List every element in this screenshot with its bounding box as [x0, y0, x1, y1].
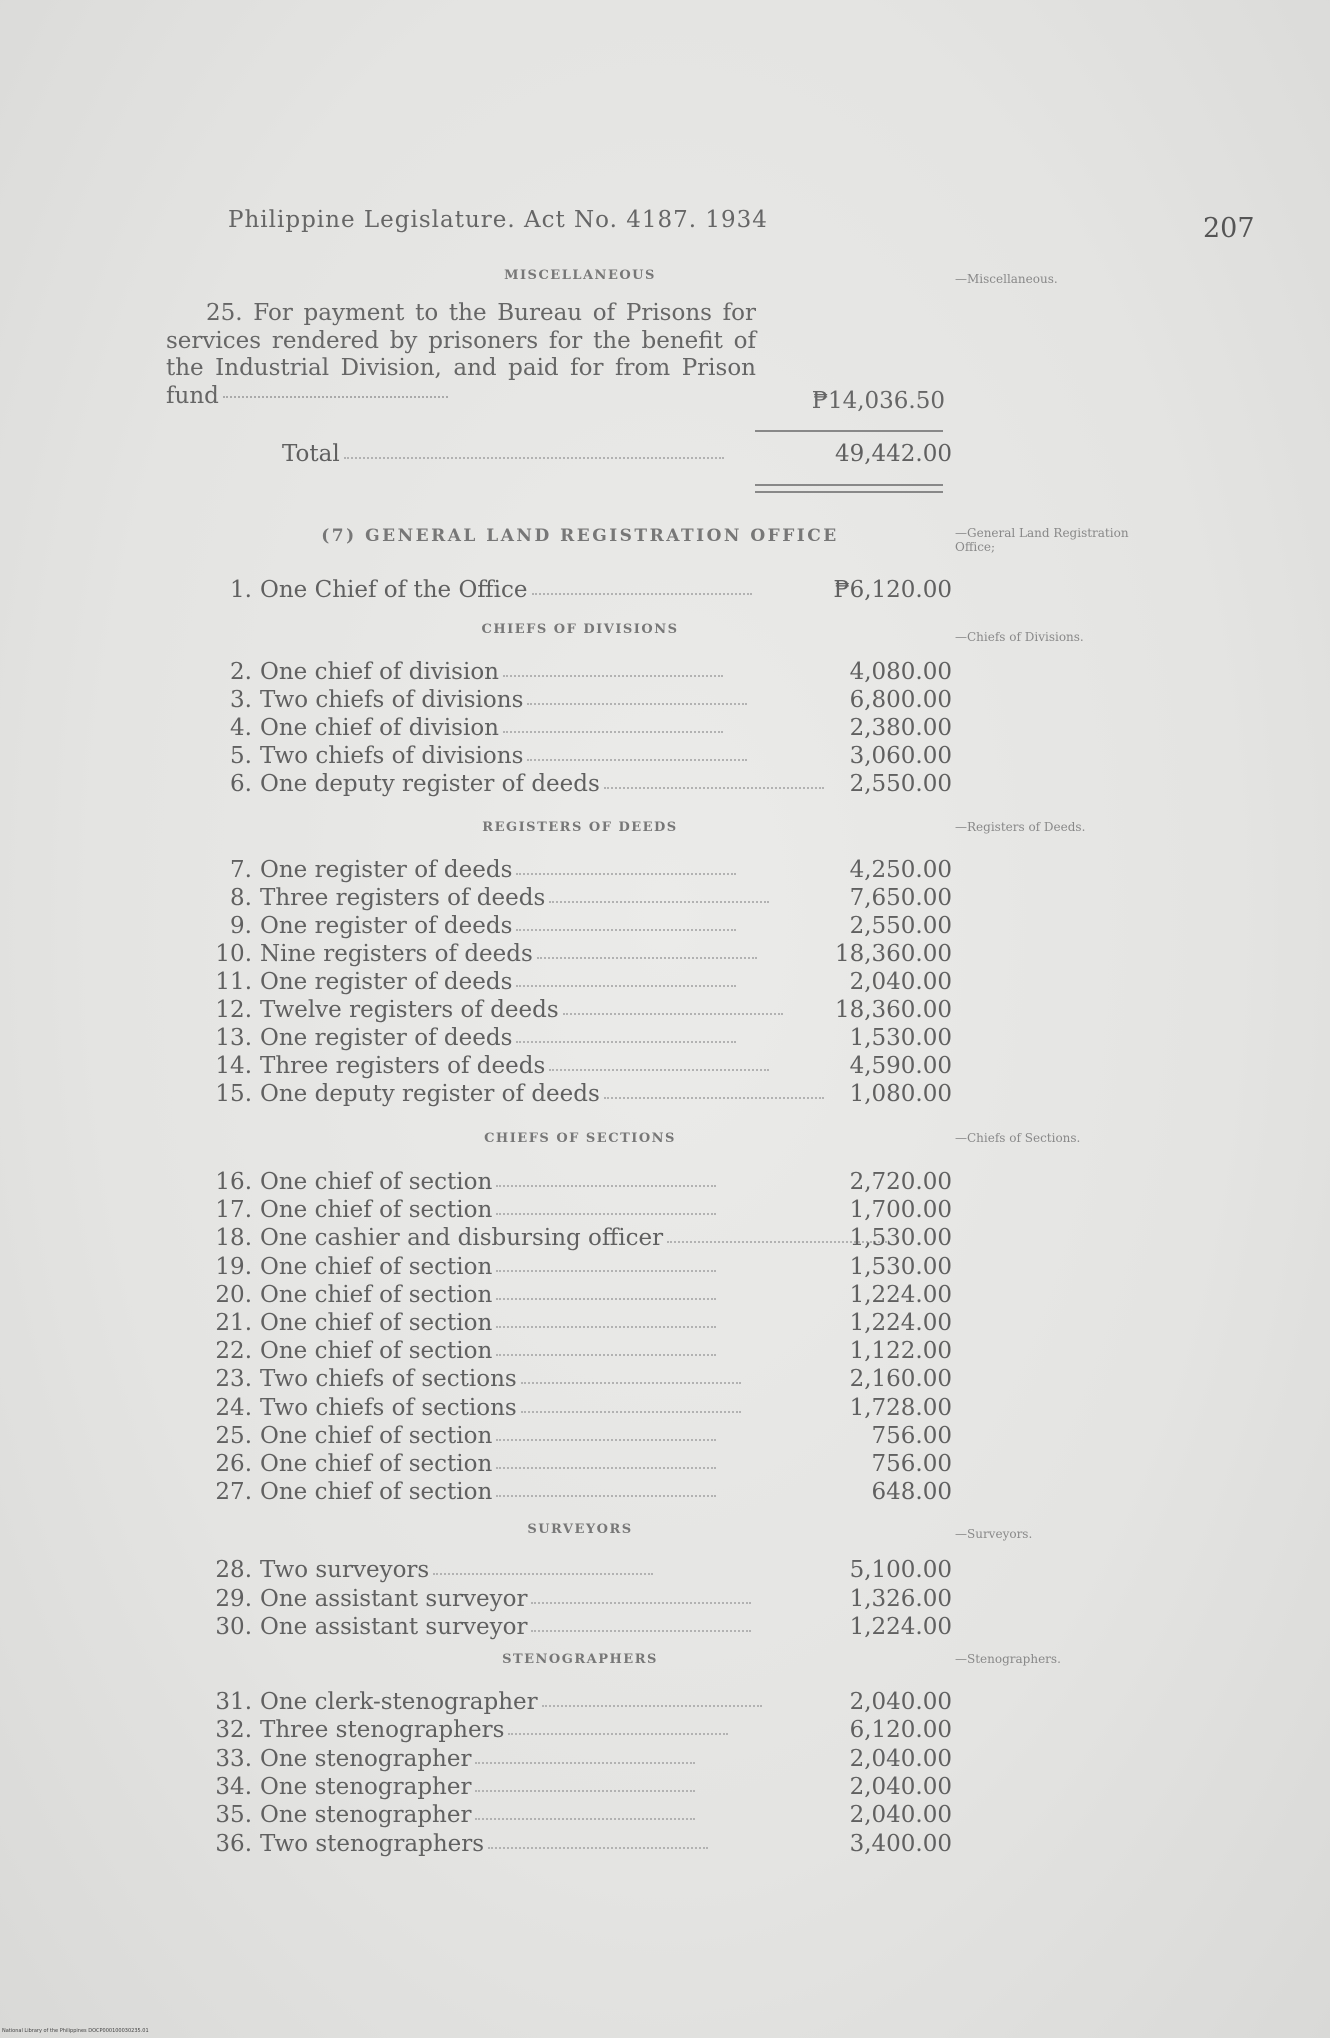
line-item: [200, 1716, 952, 1744]
item-number: 16.: [215, 1169, 252, 1195]
item-number: 1.: [230, 577, 252, 603]
line-item: [200, 1080, 952, 1108]
item-description: Three stenographers: [260, 1717, 505, 1744]
item-amount: 2,040.00: [849, 1745, 952, 1772]
item-number: 28.: [215, 1557, 252, 1583]
item-25-text: 25. For payment to the Bureau of Prisons for services rendered by prisoners for the benefit of the Industrial Division, and paid for from Prison fund: [166, 300, 756, 409]
line-item: [200, 658, 952, 686]
item-number: 30.: [215, 1614, 252, 1640]
item-description: One stenographer: [260, 1773, 472, 1800]
leader-dots: [516, 1041, 736, 1043]
margin-note-miscellaneous: —Miscellaneous.: [955, 272, 1058, 286]
item-description: One deputy register of deeds: [260, 771, 600, 797]
line-item: [200, 1801, 952, 1829]
line-item: [200, 1585, 952, 1613]
item-amount: 1,326.00: [849, 1585, 952, 1612]
section-heading-office: (7) GENERAL LAND REGISTRATION OFFICE: [321, 526, 839, 546]
item-number: 34.: [215, 1773, 252, 1800]
item-amount: 1,700.00: [849, 1197, 952, 1224]
leader-dots: [516, 985, 736, 987]
item-amount: ₱6,120.00: [833, 577, 952, 603]
leader-dots: [527, 759, 747, 761]
item-number: 25.: [215, 1422, 252, 1449]
line-item: [200, 884, 952, 912]
item-description: One chief of section: [260, 1310, 493, 1336]
item-description: Two chiefs of sections: [260, 1394, 517, 1421]
line-item: [200, 576, 952, 604]
leader-dots: [475, 1818, 695, 1820]
item-description: Three registers of deeds: [260, 885, 546, 911]
line-item: [200, 912, 952, 940]
item-description: One deputy register of deeds: [260, 1081, 600, 1107]
line-item: [200, 1422, 952, 1450]
item-description: One clerk-stenographer: [260, 1689, 538, 1715]
item-description: One chief of section: [260, 1169, 493, 1195]
item-amount: 2,040.00: [849, 969, 952, 995]
margin-note-registers: —Registers of Deeds.: [955, 820, 1086, 834]
total-amount: 49,442.00: [834, 441, 952, 467]
line-item: [200, 1337, 952, 1365]
leader-dots: [488, 1847, 708, 1849]
item-amount: 6,120.00: [849, 1717, 952, 1744]
item-number: 35.: [215, 1802, 252, 1829]
leader-dots: [503, 731, 723, 733]
item-description: One register of deeds: [260, 1025, 513, 1051]
item-number: 33.: [215, 1745, 252, 1772]
total-row: [282, 440, 952, 468]
leader-dots: [503, 675, 723, 677]
leader-dots: [496, 1439, 716, 1441]
line-item: [200, 1745, 952, 1773]
line-item: [200, 714, 952, 742]
item-amount: 1,224.00: [849, 1281, 952, 1308]
line-item: [200, 686, 952, 714]
leader-dots: [521, 1382, 741, 1384]
item-description: One chief of section: [260, 1253, 493, 1280]
item-number: 31.: [215, 1689, 252, 1715]
section-heading-miscellaneous: MISCELLANEOUS: [504, 268, 656, 283]
item-description: One assistant surveyor: [260, 1614, 528, 1640]
item-description: One chief of division: [260, 659, 499, 685]
item-number: 7.: [230, 857, 252, 883]
margin-note-chiefs-sections: —Chiefs of Sections.: [955, 1131, 1081, 1145]
item-amount: 4,080.00: [849, 659, 952, 685]
item-description: One chief of division: [260, 715, 499, 741]
item-description: Two stenographers: [260, 1830, 485, 1857]
line-item: [200, 1556, 952, 1584]
item-number: 26.: [215, 1451, 252, 1477]
line-item: [200, 742, 952, 770]
item-description: Three registers of deeds: [260, 1053, 546, 1079]
item-description: Two chiefs of sections: [260, 1366, 517, 1393]
item-amount: 1,728.00: [849, 1394, 952, 1421]
running-head: Philippine Legislature. Act No. 4187. 1934: [228, 207, 768, 233]
leader-dots: [496, 1495, 716, 1497]
subtotal-rule: [755, 430, 943, 432]
leader-dots: [531, 1602, 751, 1604]
line-item: [200, 1830, 952, 1858]
item-description: Nine registers of deeds: [260, 941, 533, 967]
section-heading-surveyors: SURVEYORS: [527, 1522, 633, 1537]
item-number: 21.: [215, 1310, 252, 1336]
leader-dots: [516, 873, 736, 875]
leader-dots: [496, 1298, 716, 1300]
leader-dots: [496, 1354, 716, 1356]
line-item: [200, 856, 952, 884]
item-description: One Chief of the Office: [260, 577, 528, 603]
leader-dots: [531, 1630, 751, 1632]
leader-dots: [542, 1705, 762, 1707]
item-number: 5.: [230, 743, 252, 769]
item-amount: 2,550.00: [849, 913, 952, 939]
leader-dots: [496, 1185, 716, 1187]
item-amount: 756.00: [871, 1451, 952, 1477]
item-number: 3.: [230, 687, 252, 713]
item-number: 27.: [215, 1479, 252, 1506]
line-item: [200, 1773, 952, 1801]
total-label: Total: [282, 441, 340, 467]
section-heading-chiefs-divisions: CHIEFS OF DIVISIONS: [481, 622, 679, 637]
item-amount: 2,040.00: [849, 1802, 952, 1829]
item-number: 32.: [215, 1717, 252, 1744]
leader-dots: [537, 957, 757, 959]
item-amount: 1,530.00: [849, 1253, 952, 1280]
line-item: [200, 1052, 952, 1080]
line-item: [200, 1253, 952, 1281]
section-heading-chiefs-sections: CHIEFS OF SECTIONS: [484, 1131, 676, 1146]
leader-dots: [496, 1213, 716, 1215]
item-number: 8.: [230, 885, 252, 911]
item-number: 10.: [215, 941, 252, 967]
item-number: 15.: [215, 1081, 252, 1107]
leader-dots: [563, 1013, 783, 1015]
item-number: 22.: [215, 1338, 252, 1365]
item-amount: 3,060.00: [849, 743, 952, 769]
item-amount: 6,800.00: [849, 687, 952, 713]
item-description: One chief of section: [260, 1197, 493, 1224]
item-25-amount: ₱14,036.50: [811, 388, 945, 414]
line-item: [200, 940, 952, 968]
leader-dots: [521, 1411, 741, 1413]
item-amount: 4,590.00: [849, 1053, 952, 1079]
item-number: 13.: [215, 1025, 252, 1051]
item-amount: 18,360.00: [834, 997, 952, 1023]
line-item: [200, 1309, 952, 1337]
leader-dots: [475, 1790, 695, 1792]
item-number: 6.: [230, 771, 252, 797]
line-item: [200, 1196, 952, 1224]
section-heading-stenographers: STENOGRAPHERS: [502, 1652, 658, 1667]
leader-dots: [475, 1762, 695, 1764]
item-amount: 756.00: [871, 1422, 952, 1449]
item-number: 11.: [215, 969, 252, 995]
item-amount: 2,380.00: [849, 715, 952, 741]
item-amount: 3,400.00: [849, 1830, 952, 1857]
item-number: 12.: [215, 997, 252, 1023]
item-amount: 7,650.00: [849, 885, 952, 911]
item-amount: 2,040.00: [849, 1773, 952, 1800]
line-item: [200, 1024, 952, 1052]
margin-note-stenographers: —Stenographers.: [955, 1652, 1061, 1666]
item-description: One stenographer: [260, 1802, 472, 1829]
item-amount: 1,080.00: [849, 1081, 952, 1107]
item-number: 4.: [230, 715, 252, 741]
page-number: 207: [1203, 213, 1255, 244]
leader-dots: [549, 901, 769, 903]
line-item: [200, 968, 952, 996]
line-item: [200, 1613, 952, 1641]
item-amount: 1,122.00: [849, 1338, 952, 1365]
item-number: 9.: [230, 913, 252, 939]
item-description: One cashier and disbursing officer: [260, 1225, 664, 1252]
leader-dots: [532, 593, 752, 595]
line-item: [200, 1688, 952, 1716]
item-description: Two chiefs of divisions: [260, 687, 524, 713]
line-item: [200, 1478, 952, 1506]
item-description: One chief of section: [260, 1451, 493, 1477]
margin-note-surveyors: —Surveyors.: [955, 1527, 1033, 1541]
item-number: 2.: [230, 659, 252, 685]
leader-dots: [496, 1326, 716, 1328]
line-item: [200, 996, 952, 1024]
item-number: 20.: [215, 1281, 252, 1308]
leader-dots: [516, 929, 736, 931]
item-description: One chief of section: [260, 1422, 493, 1449]
item-number: 18.: [215, 1225, 252, 1252]
item-amount: 2,040.00: [849, 1689, 952, 1715]
leader-dots: [496, 1270, 716, 1272]
item-number: 29.: [215, 1585, 252, 1612]
leader-dots: [496, 1467, 716, 1469]
line-item: [200, 1394, 952, 1422]
item-description: One stenographer: [260, 1745, 472, 1772]
item-description: Two chiefs of divisions: [260, 743, 524, 769]
item-amount: 1,224.00: [849, 1614, 952, 1640]
item-number: 24.: [215, 1394, 252, 1421]
item-number: 17.: [215, 1197, 252, 1224]
archive-stamp: National Library of the Philippines DOCP000100030235.01: [2, 2028, 149, 2034]
item-amount: 18,360.00: [834, 941, 952, 967]
leader-dots: [527, 703, 747, 705]
item-description: One register of deeds: [260, 857, 513, 883]
line-item: [200, 1365, 952, 1393]
item-description: Two surveyors: [260, 1557, 430, 1583]
total-double-rule: [755, 484, 943, 493]
item-amount: 2,720.00: [849, 1169, 952, 1195]
item-description: One assistant surveyor: [260, 1585, 528, 1612]
item-amount: 2,550.00: [849, 771, 952, 797]
item-amount: 648.00: [871, 1479, 952, 1506]
line-item: [200, 1450, 952, 1478]
margin-note-chiefs-divisions: —Chiefs of Divisions.: [955, 630, 1084, 644]
item-amount: 4,250.00: [849, 857, 952, 883]
item-description: One chief of section: [260, 1338, 493, 1365]
section-heading-registers: REGISTERS OF DEEDS: [482, 820, 678, 835]
item-amount: 2,160.00: [849, 1366, 952, 1393]
leader-dots: [549, 1069, 769, 1071]
item-amount: 5,100.00: [849, 1557, 952, 1583]
item-amount: 1,530.00: [849, 1225, 952, 1252]
leader-dots: [508, 1733, 728, 1735]
line-item: [200, 1224, 952, 1252]
item-description: Twelve registers of deeds: [260, 997, 559, 1023]
leader-dots: [433, 1573, 653, 1575]
item-number: 23.: [215, 1366, 252, 1393]
item-amount: 1,224.00: [849, 1310, 952, 1336]
margin-note-office: —General Land Registration Office;: [955, 526, 1129, 554]
item-description: One chief of section: [260, 1479, 493, 1506]
line-item: [200, 770, 952, 798]
item-number: 36.: [215, 1830, 252, 1857]
item-amount: 1,530.00: [849, 1025, 952, 1051]
item-number: 19.: [215, 1253, 252, 1280]
item-description: One chief of section: [260, 1281, 493, 1308]
line-item: [200, 1168, 952, 1196]
item-description: One register of deeds: [260, 913, 513, 939]
line-item: [200, 1281, 952, 1309]
item-25-paragraph: [166, 300, 756, 410]
item-description: One register of deeds: [260, 969, 513, 995]
item-number: 14.: [215, 1053, 252, 1079]
